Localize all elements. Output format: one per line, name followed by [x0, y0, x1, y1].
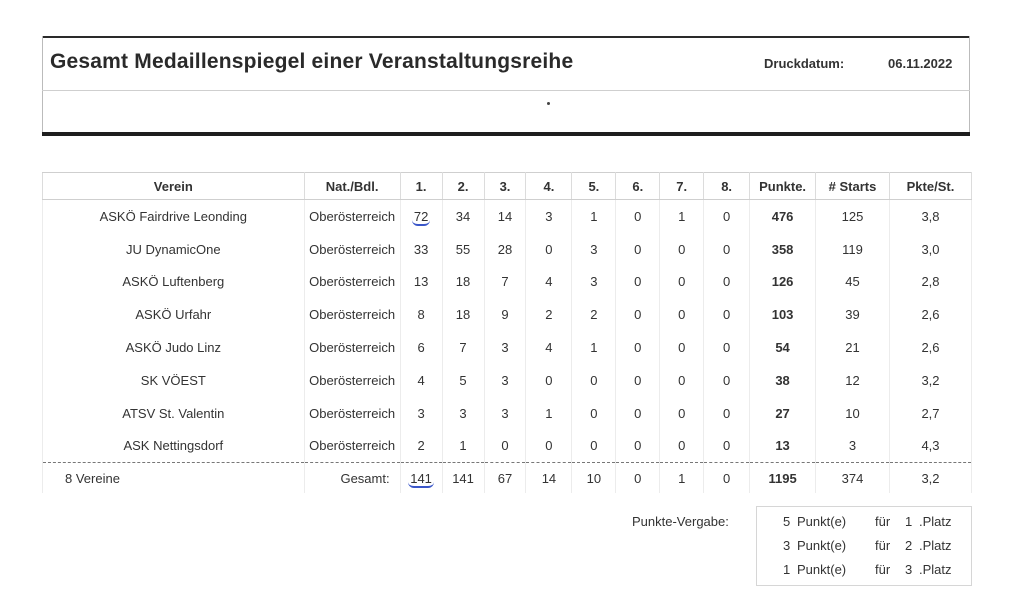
place-1-count: 33	[400, 233, 442, 266]
header-top-rule	[42, 36, 970, 38]
state-name: Oberösterreich	[304, 331, 400, 364]
starts-value: 45	[816, 266, 890, 299]
place-1-count: 3	[400, 397, 442, 430]
ratio-value: 2,6	[889, 331, 971, 364]
table-row	[43, 331, 972, 364]
place-4-count: 0	[526, 430, 572, 463]
place-5-count: 2	[572, 298, 616, 331]
place-2-count: 55	[442, 233, 484, 266]
total-label: Gesamt:	[304, 463, 400, 494]
place-6-count: 0	[616, 331, 660, 364]
points-value: 38	[750, 364, 816, 397]
place-7-count: 0	[660, 266, 704, 299]
state-name: Oberösterreich	[304, 266, 400, 299]
points-count: 1	[783, 562, 791, 577]
total-place-2: 141	[442, 463, 484, 494]
points-value: 27	[750, 397, 816, 430]
total-place-4: 14	[526, 463, 572, 494]
club-name: ASKÖ Urfahr	[43, 298, 305, 331]
total-place-8: 0	[704, 463, 750, 494]
place-5-count: 3	[572, 233, 616, 266]
place-2-count: 7	[442, 331, 484, 364]
place-4-count: 0	[526, 233, 572, 266]
place-4-count: 1	[526, 397, 572, 430]
header-right-rule	[969, 36, 970, 134]
place-8-count: 0	[704, 430, 750, 463]
place-8-count: 0	[704, 200, 750, 233]
col-header-club: Verein	[43, 173, 305, 200]
table-row	[43, 397, 972, 430]
place-2-count: 18	[442, 298, 484, 331]
points-value: 13	[750, 430, 816, 463]
state-name: Oberösterreich	[304, 298, 400, 331]
points-unit: Punkt(e)	[797, 538, 847, 553]
state-name: Oberösterreich	[304, 430, 400, 463]
header-left-rule	[42, 36, 43, 134]
total-place-1	[400, 463, 442, 494]
starts-value: 39	[816, 298, 890, 331]
place-1-count: 13	[400, 266, 442, 299]
pen-underline: 141	[410, 470, 432, 486]
place-5-count: 1	[572, 200, 616, 233]
place-3-count: 3	[484, 364, 526, 397]
total-place-7: 1	[660, 463, 704, 494]
starts-value: 10	[816, 397, 890, 430]
ratio-value: 2,8	[889, 266, 971, 299]
report-title: Gesamt Medaillenspiegel einer Veranstaltungsreihe	[50, 50, 574, 73]
club-name: ATSV St. Valentin	[43, 397, 305, 430]
print-date-label: Druckdatum:	[764, 56, 845, 71]
place-8-count: 0	[704, 233, 750, 266]
place-8-count: 0	[704, 397, 750, 430]
place-8-count: 0	[704, 364, 750, 397]
total-starts: 374	[816, 463, 890, 494]
col-header-place-2: 2.	[442, 173, 484, 200]
place-4-count: 4	[526, 266, 572, 299]
points-value: 126	[750, 266, 816, 299]
place-3-count: 0	[484, 430, 526, 463]
points-for: für	[875, 514, 891, 529]
place-1-count	[400, 200, 442, 233]
ratio-value: 3,8	[889, 200, 971, 233]
place-3-count: 3	[484, 397, 526, 430]
medal-table	[42, 172, 972, 493]
place-2-count: 5	[442, 364, 484, 397]
place-3-count: 28	[484, 233, 526, 266]
place-5-count: 1	[572, 331, 616, 364]
col-header-points: Punkte.	[750, 173, 816, 200]
col-header-place-3: 3.	[484, 173, 526, 200]
points-awarding-box	[756, 506, 972, 586]
place-6-count: 0	[616, 364, 660, 397]
club-count: 8 Vereine	[43, 463, 305, 494]
place-3-count: 9	[484, 298, 526, 331]
place-2-count: 18	[442, 266, 484, 299]
place-6-count: 0	[616, 298, 660, 331]
place-6-count: 0	[616, 430, 660, 463]
place-5-count: 3	[572, 266, 616, 299]
place-6-count: 0	[616, 200, 660, 233]
place-8-count: 0	[704, 298, 750, 331]
points-rule-row	[757, 510, 971, 534]
club-name: SK VÖEST	[43, 364, 305, 397]
place-3-count: 7	[484, 266, 526, 299]
points-value: 54	[750, 331, 816, 364]
print-date-value: 06.11.2022	[888, 56, 953, 71]
ratio-value: 2,7	[889, 397, 971, 430]
place-2-count: 3	[442, 397, 484, 430]
starts-value: 12	[816, 364, 890, 397]
place-7-count: 1	[660, 200, 704, 233]
points-value: 476	[750, 200, 816, 233]
place-6-count: 0	[616, 233, 660, 266]
club-name: ASK Nettingsdorf	[43, 430, 305, 463]
table-header-row	[43, 173, 972, 200]
place-8-count: 0	[704, 266, 750, 299]
starts-value: 21	[816, 331, 890, 364]
place-4-count: 4	[526, 331, 572, 364]
points-for: für	[875, 538, 891, 553]
points-suffix: .Platz	[919, 514, 952, 529]
ratio-value: 3,0	[889, 233, 971, 266]
points-awarding-label: Punkte-Vergabe:	[632, 514, 729, 529]
table-row	[43, 430, 972, 463]
place-7-count: 0	[660, 397, 704, 430]
starts-value: 3	[816, 430, 890, 463]
points-suffix: .Platz	[919, 562, 952, 577]
ratio-value: 4,3	[889, 430, 971, 463]
header-divider	[42, 90, 970, 91]
club-name: ASKÖ Luftenberg	[43, 266, 305, 299]
place-7-count: 0	[660, 233, 704, 266]
place-4-count: 0	[526, 364, 572, 397]
table-row	[43, 200, 972, 233]
place-1-count: 8	[400, 298, 442, 331]
col-header-place-7: 7.	[660, 173, 704, 200]
place-3-count: 3	[484, 331, 526, 364]
place-7-count: 0	[660, 430, 704, 463]
points-unit: Punkt(e)	[797, 514, 847, 529]
points-rule-row	[757, 534, 971, 558]
total-place-3: 67	[484, 463, 526, 494]
place-5-count: 0	[572, 430, 616, 463]
col-header-starts: # Starts	[816, 173, 890, 200]
starts-value: 125	[816, 200, 890, 233]
place-1-count: 6	[400, 331, 442, 364]
col-header-place-5: 5.	[572, 173, 616, 200]
points-count: 3	[783, 538, 791, 553]
state-name: Oberösterreich	[304, 397, 400, 430]
col-header-place-6: 6.	[616, 173, 660, 200]
total-row	[43, 463, 972, 494]
table-row	[43, 298, 972, 331]
col-header-place-4: 4.	[526, 173, 572, 200]
points-count: 5	[783, 514, 791, 529]
place-1-count: 4	[400, 364, 442, 397]
points-unit: Punkt(e)	[797, 562, 847, 577]
points-place: 1	[905, 514, 913, 529]
club-name: JU DynamicOne	[43, 233, 305, 266]
place-7-count: 0	[660, 331, 704, 364]
place-4-count: 3	[526, 200, 572, 233]
points-suffix: .Platz	[919, 538, 952, 553]
place-7-count: 0	[660, 364, 704, 397]
starts-value: 119	[816, 233, 890, 266]
total-ratio: 3,2	[889, 463, 971, 494]
table-row	[43, 364, 972, 397]
place-4-count: 2	[526, 298, 572, 331]
total-points: 1195	[750, 463, 816, 494]
points-place: 2	[905, 538, 913, 553]
place-3-count: 14	[484, 200, 526, 233]
table-row	[43, 266, 972, 299]
place-5-count: 0	[572, 364, 616, 397]
club-name: ASKÖ Judo Linz	[43, 331, 305, 364]
col-header-place-8: 8.	[704, 173, 750, 200]
place-5-count: 0	[572, 397, 616, 430]
points-value: 358	[750, 233, 816, 266]
place-6-count: 0	[616, 266, 660, 299]
place-7-count: 0	[660, 298, 704, 331]
points-for: für	[875, 562, 891, 577]
place-2-count: 1	[442, 430, 484, 463]
ratio-value: 2,6	[889, 298, 971, 331]
state-name: Oberösterreich	[304, 364, 400, 397]
points-value: 103	[750, 298, 816, 331]
col-header-ratio: Pkte/St.	[889, 173, 971, 200]
col-header-place-1: 1.	[400, 173, 442, 200]
pen-underline: 72	[413, 208, 429, 224]
state-name: Oberösterreich	[304, 200, 400, 233]
place-2-count: 34	[442, 200, 484, 233]
ratio-value: 3,2	[889, 364, 971, 397]
total-place-5: 10	[572, 463, 616, 494]
place-6-count: 0	[616, 397, 660, 430]
points-rule-row	[757, 558, 971, 582]
state-name: Oberösterreich	[304, 233, 400, 266]
place-1-count: 2	[400, 430, 442, 463]
table-row	[43, 233, 972, 266]
col-header-nat: Nat./Bdl.	[304, 173, 400, 200]
place-8-count: 0	[704, 331, 750, 364]
total-place-6: 0	[616, 463, 660, 494]
report-header	[42, 36, 970, 136]
header-bottom-rule	[42, 132, 970, 136]
club-name: ASKÖ Fairdrive Leonding	[43, 200, 305, 233]
points-place: 3	[905, 562, 913, 577]
header-dot	[547, 102, 550, 105]
